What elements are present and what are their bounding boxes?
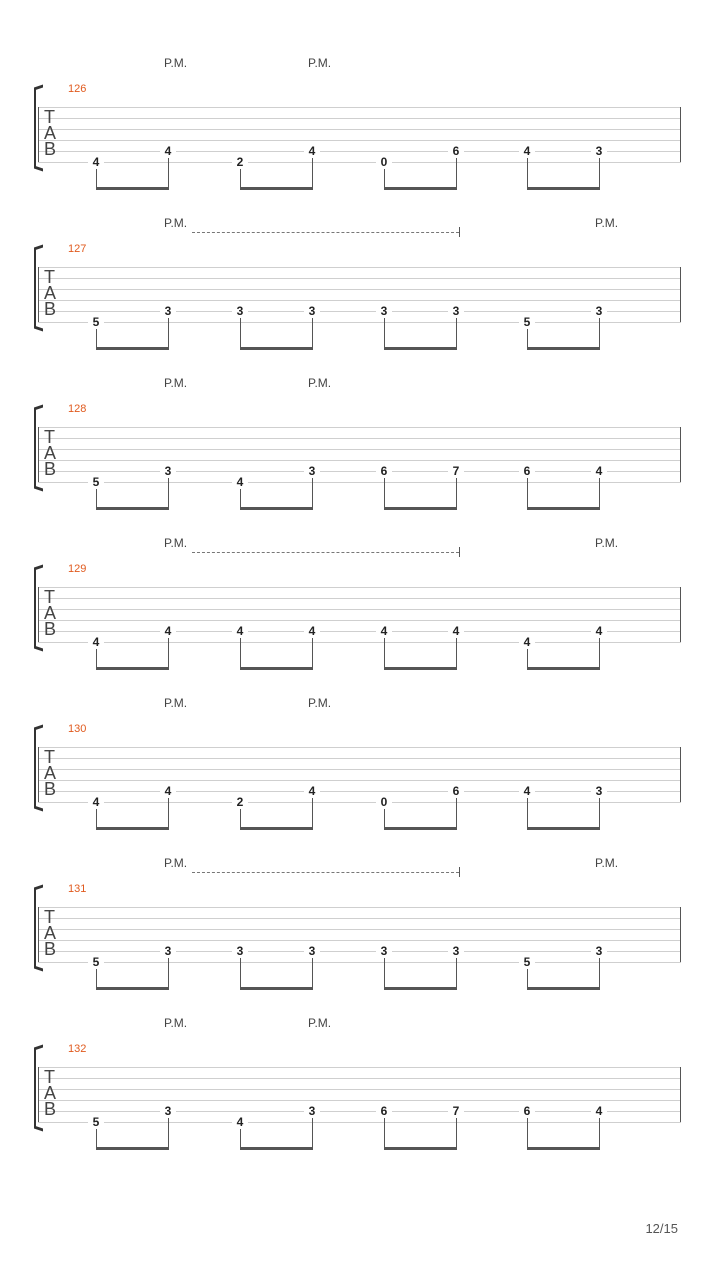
note-stem <box>168 318 169 347</box>
note-stem <box>384 958 385 987</box>
staff-line <box>38 322 681 323</box>
measure-number: 129 <box>68 563 87 575</box>
note-stem <box>527 649 528 667</box>
note-beam <box>384 507 457 510</box>
note-stem <box>456 1118 457 1147</box>
staff-line <box>38 482 681 483</box>
fret-number: 5 <box>88 476 104 488</box>
barline-end <box>680 747 681 802</box>
measure-number: 132 <box>68 1043 87 1055</box>
barline-start <box>38 907 39 962</box>
staff-line <box>38 118 681 119</box>
palm-mute-label: P.M. <box>164 696 188 710</box>
tab-letter: A <box>44 1083 57 1103</box>
tab-letter: A <box>44 123 57 143</box>
fret-number: 4 <box>376 625 392 637</box>
note-stem <box>96 1129 97 1147</box>
note-stem <box>96 489 97 507</box>
fret-number: 3 <box>160 465 176 477</box>
measure-number: 131 <box>68 883 87 895</box>
barline-start <box>38 267 39 322</box>
fret-number: 4 <box>591 465 607 477</box>
note-stem <box>527 329 528 347</box>
staff-line <box>38 642 681 643</box>
fret-number: 4 <box>232 476 248 488</box>
staff-line <box>38 300 681 301</box>
fret-number: 2 <box>232 156 248 168</box>
staff-line <box>38 758 681 759</box>
fret-number: 4 <box>88 636 104 648</box>
note-beam <box>96 187 169 190</box>
note-stem <box>599 638 600 667</box>
measure-number: 130 <box>68 723 87 735</box>
fret-number: 0 <box>376 796 392 808</box>
tab-letter: T <box>44 587 55 607</box>
note-beam <box>384 187 457 190</box>
tab-letter: B <box>44 1099 57 1119</box>
staff-line <box>38 289 681 290</box>
measure-number: 127 <box>68 243 87 255</box>
note-beam <box>384 987 457 990</box>
note-beam <box>96 667 169 670</box>
note-stem <box>599 798 600 827</box>
staff-line <box>38 311 681 312</box>
tab-letter: B <box>44 299 57 319</box>
fret-number: 4 <box>88 796 104 808</box>
fret-number: 3 <box>591 945 607 957</box>
barline-end <box>680 267 681 322</box>
staff-line <box>38 918 681 919</box>
note-beam <box>527 827 600 830</box>
tab-letter: A <box>44 763 57 783</box>
palm-mute-label: P.M. <box>164 536 188 550</box>
tab-system <box>0 376 720 536</box>
fret-number: 0 <box>376 156 392 168</box>
staff-line <box>38 471 681 472</box>
note-stem <box>168 158 169 187</box>
note-stem <box>240 638 241 667</box>
fret-number: 4 <box>591 625 607 637</box>
barline-end <box>680 427 681 482</box>
note-stem <box>527 798 528 827</box>
palm-mute-label: P.M. <box>164 1016 188 1030</box>
note-stem <box>456 958 457 987</box>
barline-end <box>680 107 681 162</box>
palm-mute-label: P.M. <box>595 536 619 550</box>
staff-line <box>38 162 681 163</box>
fret-number: 3 <box>591 785 607 797</box>
note-beam <box>96 987 169 990</box>
note-stem <box>527 158 528 187</box>
fret-number: 6 <box>448 785 464 797</box>
note-beam <box>384 1147 457 1150</box>
fret-number: 4 <box>160 145 176 157</box>
barline-start <box>38 747 39 802</box>
tab-letter: T <box>44 107 55 127</box>
staff-line <box>38 609 681 610</box>
note-beam <box>240 507 313 510</box>
staff-line <box>38 631 681 632</box>
measure-number: 126 <box>68 83 87 95</box>
staff-line <box>38 780 681 781</box>
fret-number: 6 <box>519 1105 535 1117</box>
fret-number: 3 <box>376 305 392 317</box>
note-stem <box>240 1129 241 1147</box>
note-stem <box>312 158 313 187</box>
note-stem <box>96 969 97 987</box>
note-stem <box>240 809 241 827</box>
staff-line <box>38 907 681 908</box>
palm-mute-extension <box>192 552 459 553</box>
note-stem <box>312 1118 313 1147</box>
note-beam <box>527 187 600 190</box>
note-stem <box>384 809 385 827</box>
note-stem <box>168 798 169 827</box>
note-stem <box>384 318 385 347</box>
barline-start <box>38 427 39 482</box>
palm-mute-label: P.M. <box>164 376 188 390</box>
fret-number: 5 <box>519 316 535 328</box>
tab-letter: A <box>44 923 57 943</box>
note-beam <box>96 507 169 510</box>
tab-system <box>0 696 720 856</box>
staff-bracket <box>34 888 44 968</box>
palm-mute-end-mark <box>459 867 460 877</box>
note-beam <box>96 827 169 830</box>
palm-mute-label: P.M. <box>164 216 188 230</box>
palm-mute-label: P.M. <box>164 856 188 870</box>
fret-number: 4 <box>232 1116 248 1128</box>
note-stem <box>240 318 241 347</box>
note-stem <box>96 649 97 667</box>
note-beam <box>384 827 457 830</box>
fret-number: 6 <box>448 145 464 157</box>
staff-line <box>38 1122 681 1123</box>
note-stem <box>168 638 169 667</box>
staff-line <box>38 929 681 930</box>
fret-number: 4 <box>304 625 320 637</box>
staff-line <box>38 107 681 108</box>
note-stem <box>384 1118 385 1147</box>
fret-number: 4 <box>304 785 320 797</box>
note-stem <box>456 158 457 187</box>
fret-number: 3 <box>304 1105 320 1117</box>
staff-line <box>38 951 681 952</box>
note-stem <box>599 958 600 987</box>
fret-number: 3 <box>160 945 176 957</box>
staff-line <box>38 449 681 450</box>
note-stem <box>168 1118 169 1147</box>
palm-mute-label: P.M. <box>595 216 619 230</box>
fret-number: 3 <box>232 305 248 317</box>
fret-number: 5 <box>88 1116 104 1128</box>
palm-mute-label: P.M. <box>164 56 188 70</box>
tab-system <box>0 216 720 376</box>
note-stem <box>456 318 457 347</box>
staff-line <box>38 962 681 963</box>
note-beam <box>240 987 313 990</box>
staff-line <box>38 598 681 599</box>
barline-start <box>38 587 39 642</box>
tab-letter: B <box>44 619 57 639</box>
note-stem <box>599 318 600 347</box>
note-beam <box>240 827 313 830</box>
fret-number: 3 <box>160 305 176 317</box>
fret-number: 3 <box>304 305 320 317</box>
note-stem <box>240 489 241 507</box>
tab-letter: B <box>44 139 57 159</box>
note-stem <box>312 478 313 507</box>
tab-system <box>0 536 720 696</box>
note-beam <box>240 187 313 190</box>
note-beam <box>527 987 600 990</box>
fret-number: 6 <box>519 465 535 477</box>
fret-number: 2 <box>232 796 248 808</box>
palm-mute-extension <box>192 872 459 873</box>
fret-number: 4 <box>519 636 535 648</box>
fret-number: 3 <box>448 305 464 317</box>
staff-line <box>38 427 681 428</box>
staff-line <box>38 769 681 770</box>
staff-bracket <box>34 568 44 648</box>
staff-line <box>38 1111 681 1112</box>
note-stem <box>96 169 97 187</box>
staff-line <box>38 129 681 130</box>
note-beam <box>240 347 313 350</box>
staff-bracket <box>34 408 44 488</box>
palm-mute-label: P.M. <box>308 56 332 70</box>
staff-line <box>38 802 681 803</box>
palm-mute-label: P.M. <box>595 856 619 870</box>
palm-mute-end-mark <box>459 547 460 557</box>
note-stem <box>527 478 528 507</box>
palm-mute-label: P.M. <box>308 376 332 390</box>
staff-line <box>38 140 681 141</box>
note-beam <box>240 667 313 670</box>
note-stem <box>599 1118 600 1147</box>
page-number: 12/15 <box>645 1221 678 1236</box>
fret-number: 4 <box>519 785 535 797</box>
barline-start <box>38 1067 39 1122</box>
staff-line <box>38 151 681 152</box>
staff-line <box>38 587 681 588</box>
note-stem <box>599 158 600 187</box>
fret-number: 3 <box>591 145 607 157</box>
note-stem <box>527 1118 528 1147</box>
fret-number: 4 <box>519 145 535 157</box>
note-beam <box>527 667 600 670</box>
fret-number: 4 <box>160 785 176 797</box>
tab-letter: A <box>44 283 57 303</box>
note-beam <box>384 667 457 670</box>
staff-line <box>38 267 681 268</box>
note-stem <box>384 169 385 187</box>
barline-start <box>38 107 39 162</box>
fret-number: 4 <box>160 625 176 637</box>
staff-line <box>38 747 681 748</box>
staff-line <box>38 1100 681 1101</box>
note-beam <box>240 1147 313 1150</box>
staff-bracket <box>34 88 44 168</box>
note-stem <box>312 958 313 987</box>
tab-system <box>0 56 720 216</box>
staff-bracket <box>34 728 44 808</box>
fret-number: 3 <box>448 945 464 957</box>
note-stem <box>384 638 385 667</box>
staff-line <box>38 1067 681 1068</box>
barline-end <box>680 1067 681 1122</box>
note-stem <box>456 478 457 507</box>
staff-line <box>38 1089 681 1090</box>
fret-number: 6 <box>376 1105 392 1117</box>
fret-number: 4 <box>232 625 248 637</box>
note-stem <box>456 638 457 667</box>
tab-letter: A <box>44 443 57 463</box>
staff-line <box>38 278 681 279</box>
fret-number: 4 <box>88 156 104 168</box>
palm-mute-label: P.M. <box>308 696 332 710</box>
tab-letter: T <box>44 747 55 767</box>
note-beam <box>384 347 457 350</box>
staff-line <box>38 940 681 941</box>
tab-letter: T <box>44 1067 55 1087</box>
tab-letter: B <box>44 939 57 959</box>
note-stem <box>384 478 385 507</box>
staff-bracket <box>34 1048 44 1128</box>
note-stem <box>312 798 313 827</box>
palm-mute-extension <box>192 232 459 233</box>
palm-mute-label: P.M. <box>308 1016 332 1030</box>
staff-line <box>38 1078 681 1079</box>
staff-line <box>38 460 681 461</box>
fret-number: 3 <box>591 305 607 317</box>
fret-number: 6 <box>376 465 392 477</box>
staff-line <box>38 620 681 621</box>
note-stem <box>599 478 600 507</box>
measure-number: 128 <box>68 403 87 415</box>
note-stem <box>240 169 241 187</box>
staff-line <box>38 438 681 439</box>
tab-system <box>0 856 720 1016</box>
tab-letter: T <box>44 427 55 447</box>
note-stem <box>240 958 241 987</box>
fret-number: 3 <box>376 945 392 957</box>
note-beam <box>96 1147 169 1150</box>
barline-end <box>680 907 681 962</box>
fret-number: 4 <box>591 1105 607 1117</box>
note-stem <box>527 969 528 987</box>
fret-number: 3 <box>304 465 320 477</box>
palm-mute-end-mark <box>459 227 460 237</box>
note-stem <box>96 809 97 827</box>
tab-letter: B <box>44 779 57 799</box>
note-stem <box>456 798 457 827</box>
note-beam <box>527 507 600 510</box>
note-beam <box>96 347 169 350</box>
fret-number: 7 <box>448 465 464 477</box>
fret-number: 5 <box>88 956 104 968</box>
fret-number: 4 <box>304 145 320 157</box>
tab-letter: T <box>44 267 55 287</box>
staff-bracket <box>34 248 44 328</box>
note-stem <box>168 478 169 507</box>
note-stem <box>312 318 313 347</box>
fret-number: 4 <box>448 625 464 637</box>
note-stem <box>168 958 169 987</box>
tab-letter: T <box>44 907 55 927</box>
note-beam <box>527 347 600 350</box>
barline-end <box>680 587 681 642</box>
fret-number: 3 <box>304 945 320 957</box>
fret-number: 7 <box>448 1105 464 1117</box>
fret-number: 3 <box>160 1105 176 1117</box>
note-stem <box>312 638 313 667</box>
fret-number: 3 <box>232 945 248 957</box>
tab-system <box>0 1016 720 1176</box>
note-beam <box>527 1147 600 1150</box>
note-stem <box>96 329 97 347</box>
tab-letter: A <box>44 603 57 623</box>
staff-line <box>38 791 681 792</box>
fret-number: 5 <box>88 316 104 328</box>
tab-letter: B <box>44 459 57 479</box>
fret-number: 5 <box>519 956 535 968</box>
